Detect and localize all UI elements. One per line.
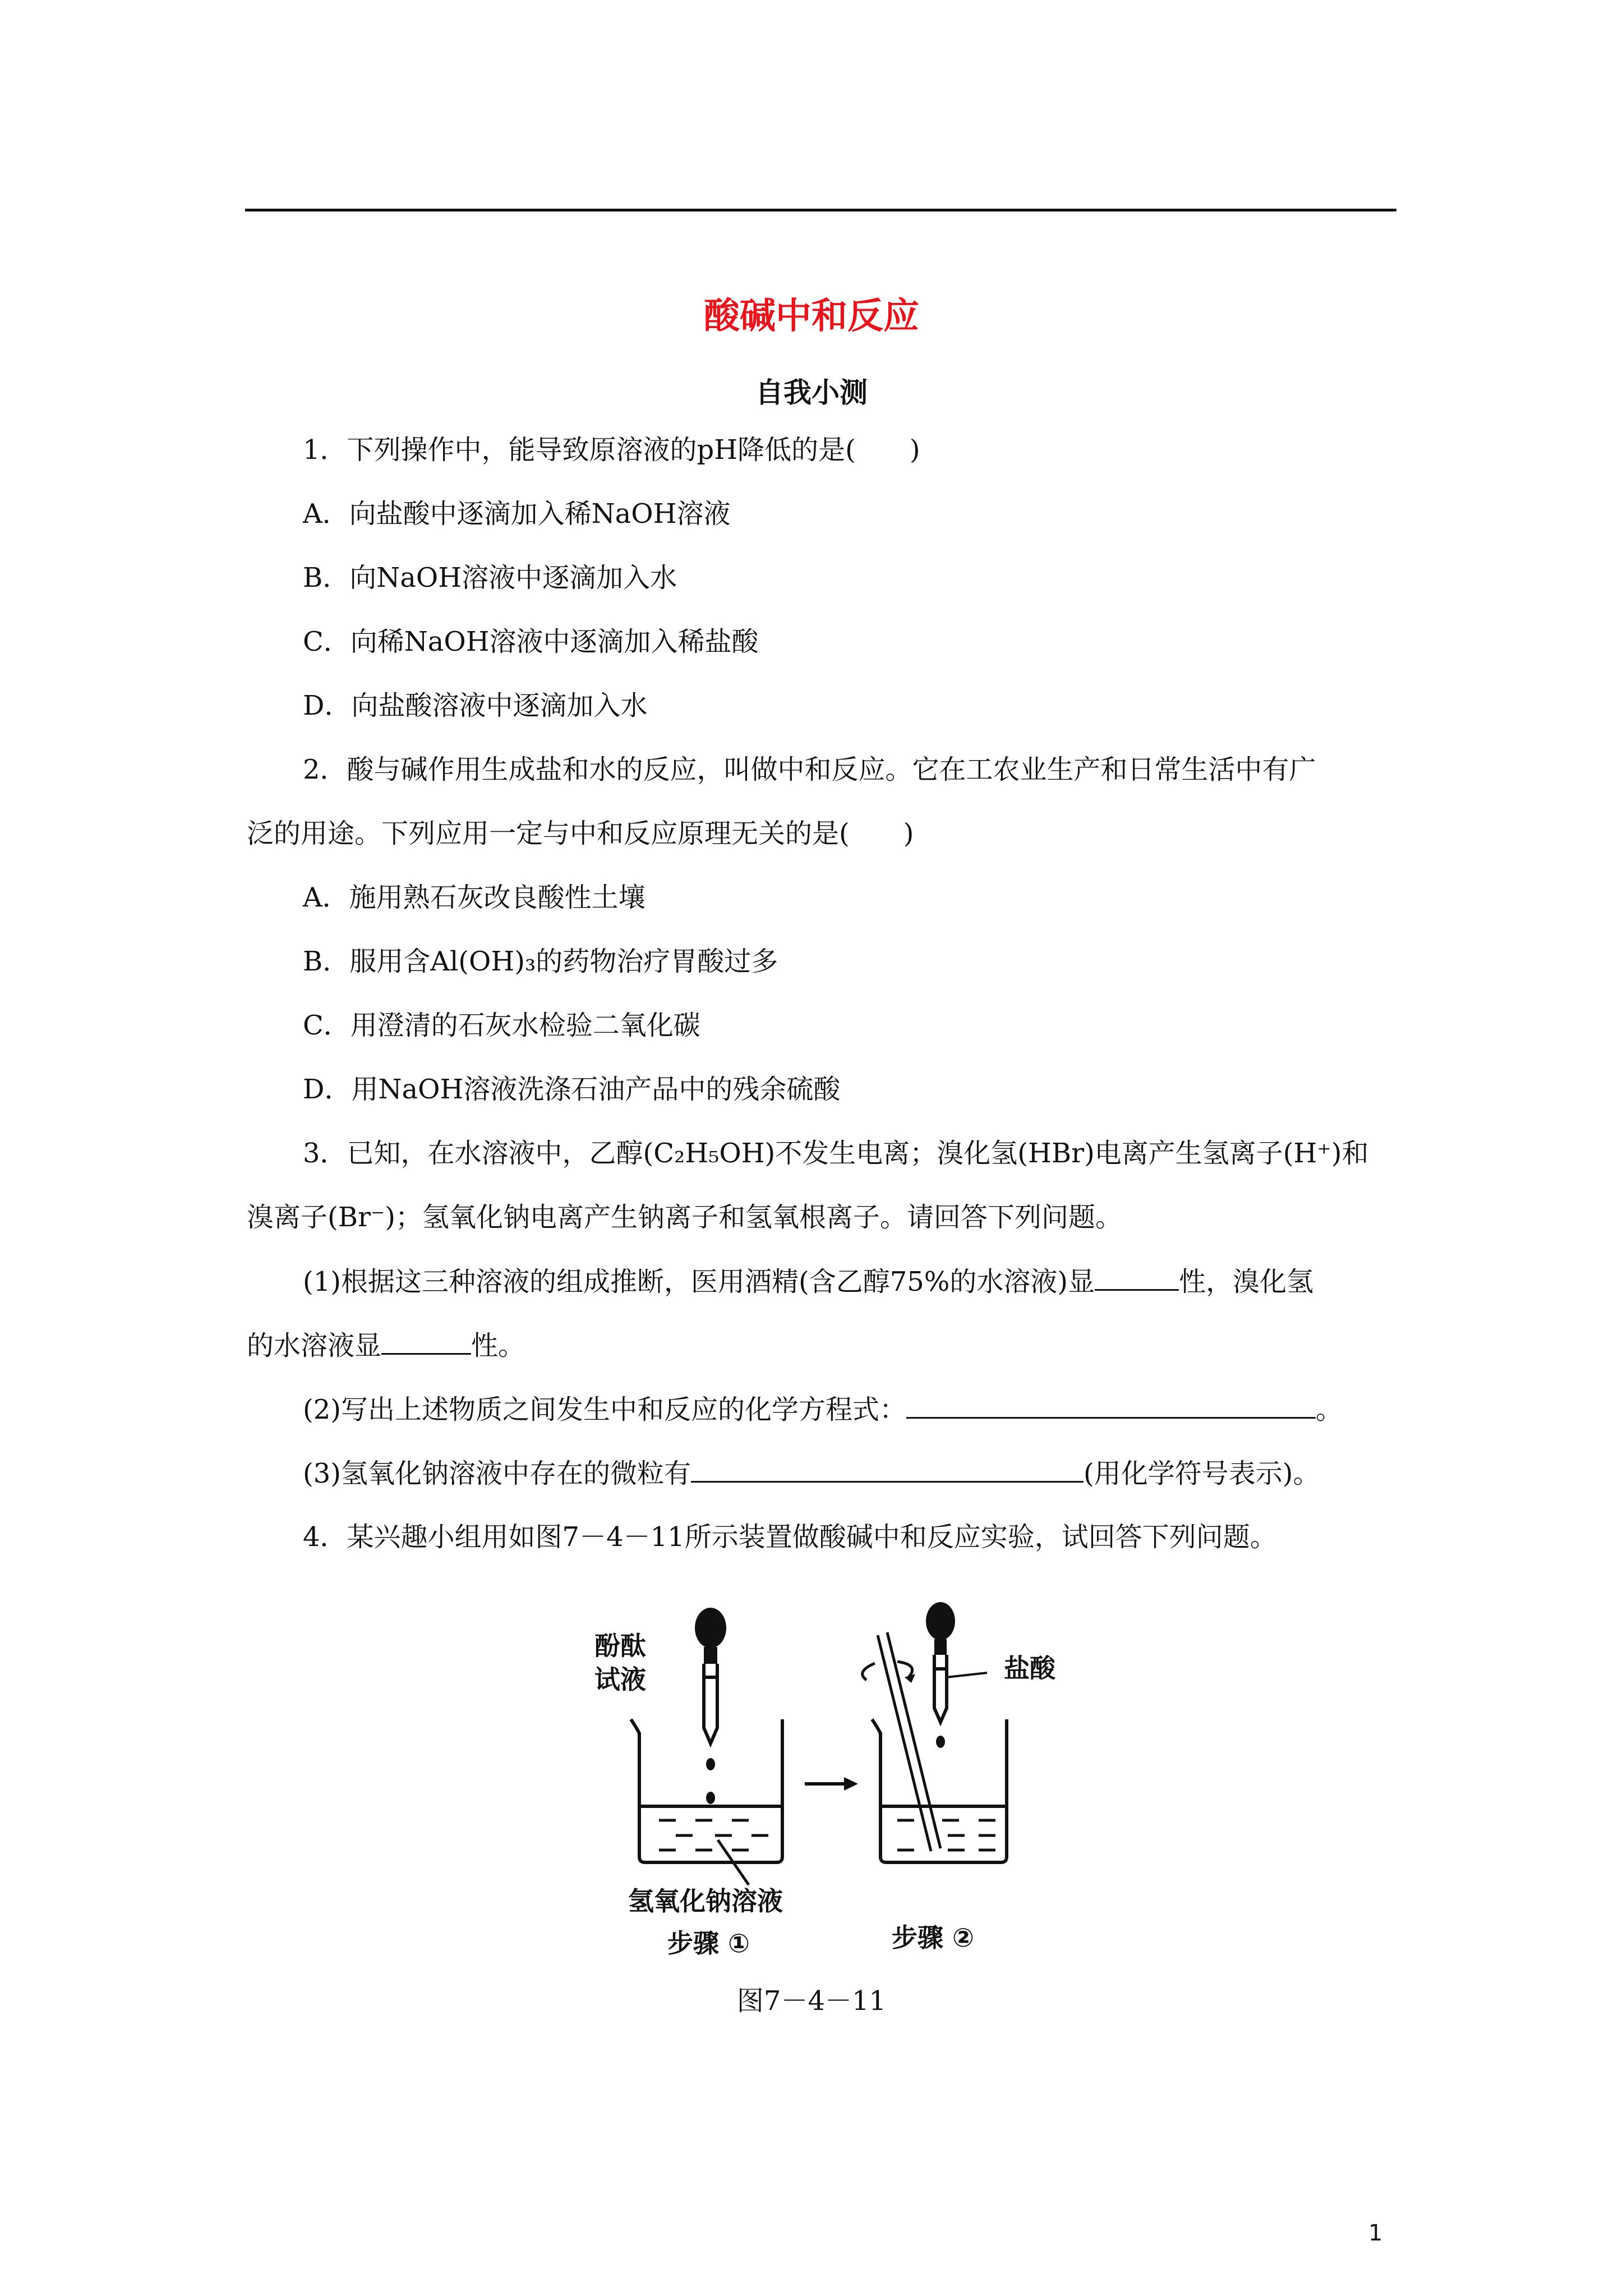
page-title: 酸碱中和反应 — [704, 296, 919, 337]
header-rule — [245, 209, 1396, 211]
q2-stem-line2: 泛的用途。下列应用一定与中和反应原理无关的是( ) — [247, 818, 914, 849]
q3-part1-text-a: (1)根据这三种溶液的组成推断，医用酒精(含乙醇75%的水溶液)显 — [303, 1266, 1095, 1297]
q3-part3-text-b: (用化学符号表示)。 — [1083, 1458, 1320, 1489]
answer-blank[interactable] — [381, 1328, 471, 1355]
q2-option-c: C．用澄清的石灰水检验二氧化碳 — [303, 1010, 700, 1041]
experiment-figure — [561, 1593, 1094, 1958]
q3-part2-text-a: (2)写出上述物质之间发生中和反应的化学方程式： — [303, 1394, 906, 1425]
q3-part1-line1 — [303, 1264, 1313, 1299]
phenolphthalein-label-line2: 试液 — [594, 1664, 646, 1695]
q2-option-d: D．用NaOH溶液洗涤石油产品中的残余硫酸 — [303, 1074, 841, 1105]
q1-option-d: D．向盐酸溶液中逐滴加入水 — [303, 690, 648, 721]
answer-blank[interactable] — [691, 1456, 1083, 1483]
q1-stem: 1．下列操作中，能导致原溶液的pH降低的是( ) — [303, 434, 920, 466]
q3-part1-text-b: 性，溴化氢 — [1179, 1266, 1314, 1297]
q2-stem-line1: 2．酸与碱作用生成盐和水的反应，叫做中和反应。它在工农业生产和日常生活中有广 — [303, 754, 1316, 785]
hydrochloric-acid-label: 盐酸 — [1004, 1653, 1055, 1683]
figure-caption: 图7－4－11 — [736, 1985, 887, 2017]
dropper-icon — [926, 1602, 955, 1722]
step-2-label: 步骤 ② — [892, 1922, 974, 1953]
q3-part1-text-d: 性。 — [471, 1330, 525, 1361]
sodium-hydroxide-label: 氢氧化钠溶液 — [628, 1886, 783, 1916]
arrow-right-icon — [805, 1777, 858, 1791]
q1-option-b: B．向NaOH溶液中逐滴加入水 — [303, 562, 677, 593]
drop-icon — [936, 1736, 945, 1748]
section-subtitle: 自我小测 — [755, 376, 868, 409]
step-1-label: 步骤 ① — [667, 1928, 750, 1958]
q1-option-a: A．向盐酸中逐滴加入稀NaOH溶液 — [303, 498, 731, 530]
q3-stem-line2: 溴离子(Br⁻)；氢氧化钠电离产生钠离子和氢氧根离子。请回答下列问题。 — [247, 1202, 1123, 1233]
q3-part1-line2 — [247, 1328, 525, 1363]
q2-option-b: B．服用含Al(OH)₃的药物治疗胃酸过多 — [303, 946, 778, 977]
q2-option-a: A．施用熟石灰改良酸性土壤 — [303, 882, 645, 913]
answer-blank[interactable] — [1095, 1264, 1179, 1291]
q1-option-c: C．向稀NaOH溶液中逐滴加入稀盐酸 — [303, 626, 759, 657]
q3-part1-text-c: 的水溶液显 — [247, 1330, 382, 1361]
q3-part3 — [303, 1456, 1320, 1490]
page-number: 1 — [1368, 2220, 1383, 2246]
q3-part2-text-b: 。 — [1316, 1394, 1343, 1425]
dropper-icon — [695, 1608, 726, 1743]
q4-stem: 4．某兴趣小组用如图7－4－11所示装置做酸碱中和反应实验，试回答下列问题。 — [303, 1521, 1277, 1553]
beaker-icon — [631, 1719, 782, 1862]
q3-part2 — [303, 1392, 1343, 1427]
answer-blank[interactable] — [906, 1392, 1316, 1419]
q3-stem-line1: 3．已知，在水溶液中，乙醇(C₂H₅OH)不发生电离；溴化氢(HBr)电离产生氢离子(H⁺)和 — [303, 1138, 1369, 1169]
drop-icon — [706, 1758, 715, 1804]
phenolphthalein-label-line1: 酚酞 — [594, 1631, 646, 1661]
q3-part3-text-a: (3)氢氧化钠溶液中存在的微粒有 — [303, 1458, 691, 1489]
label-pointer — [947, 1673, 987, 1677]
